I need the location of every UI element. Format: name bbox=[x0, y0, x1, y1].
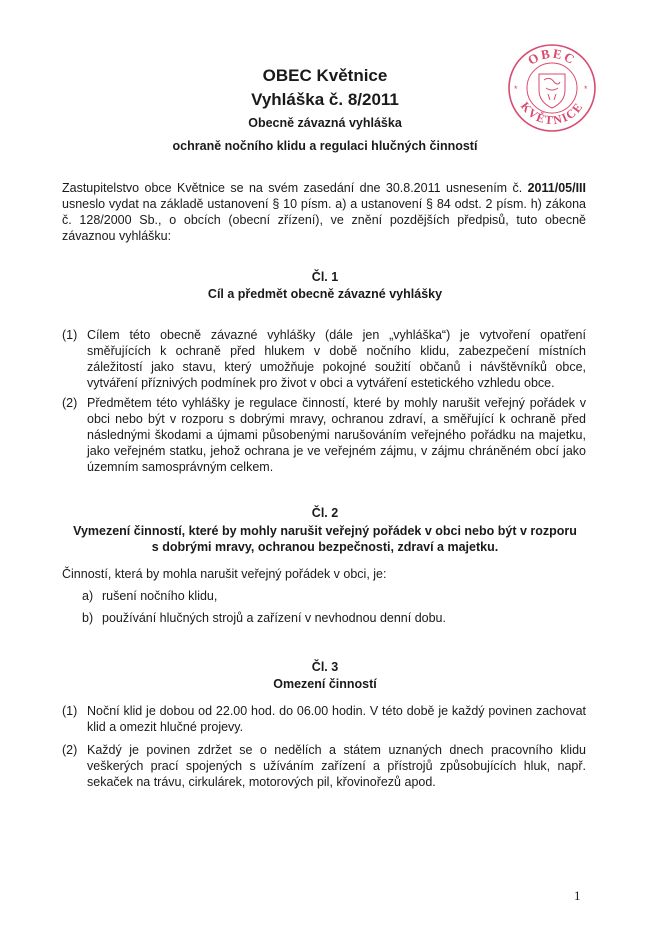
article-1-paragraph-2 bbox=[62, 395, 586, 475]
article-2-title-line-1: Vymezení činností, které by mohly narušit veřejný pořádek v obci nebo být v rozporu bbox=[73, 524, 577, 538]
article-3-paragraph-1 bbox=[62, 703, 586, 735]
article-3-title: Omezení činností bbox=[273, 677, 377, 691]
paragraph-text: Cílem této obecně závazné vyhlášky (dále jen „vyhláška“) je vytvoření opatření směřujících k ochraně před hlukem v době nočního klidu, zabezpečení místních záležitostí jako stavu, který umožňuje pokojné soužití občanů i návštěvníků obce, vytváření příznivých podmínek pro život v obci a vytváření estetického vzhledu obce. bbox=[87, 328, 586, 390]
paragraph-text: Každý je povinen zdržet se o nedělích a státem uznaných dnech pracovního klidu veškerých prací spojených s užíváním zařízení a přístrojů způsobujících hluk, např. sekaček na trávu, cirkulárek, motorových pil, křovinořezů apod. bbox=[87, 743, 586, 789]
intro-paragraph: Zastupitelstvo obce Květnice se na svém zasedání dne 30.8.2011 usnesením č. 2011/05/III usneslo vydat na základě ustanovení § 10 písm. a) a ustanovení § 84 odst. 2 písm. h) zákona č. 128/2000 Sb., o obcích (obecní zřízení), ve znění pozdějších předpisů, tuto obecně závaznou vyhlášku: bbox=[62, 181, 586, 243]
decree-subject: ochraně nočního klidu a regulaci hlučných činností bbox=[172, 139, 478, 153]
page-number: 1 bbox=[574, 888, 581, 903]
resolution-number: 2011/05/III bbox=[527, 181, 586, 195]
article-2-number: Čl. 2 bbox=[311, 506, 339, 520]
decree-title: Vyhláška č. 8/2011 bbox=[251, 90, 399, 109]
article-1-number: Čl. 1 bbox=[311, 270, 339, 284]
article-2-lead: Činností, která by mohla narušit veřejný pořádek v obci, je: bbox=[62, 567, 387, 581]
article-2-title-line-2: s dobrými mravy, ochranou bezpečnosti, zdraví a majetku. bbox=[151, 540, 499, 554]
article-2-item-a: a) rušení nočního klidu, bbox=[82, 589, 218, 603]
article-1-title: Cíl a předmět obecně závazné vyhlášky bbox=[207, 287, 443, 301]
paragraph-number: (1) bbox=[62, 328, 78, 342]
paragraph-number: (1) bbox=[62, 704, 78, 718]
article-1-paragraph-1 bbox=[62, 327, 586, 391]
paragraph-number: (2) bbox=[62, 743, 78, 757]
stamp-top-text: OBEC bbox=[525, 45, 579, 68]
paragraph-text: Předmětem této vyhlášky je regulace činností, které by mohly narušit veřejný pořádek v obci nebo být v rozporu s dobrými mravy, ochranou zdraví, a směřující k ochraně před následnými škodami a újmami působenými narušováním veřejného pořádku na majetku, jako veřejném statku, jehož ochrana je ve veřejném zájmu, v zájmu chráněném obcí jako územním samosprávným celkem. bbox=[87, 396, 586, 474]
svg-text:*: * bbox=[514, 84, 518, 94]
paragraph-number: (2) bbox=[62, 396, 78, 410]
stamp-bottom-text: KVĚTNICE bbox=[517, 99, 587, 128]
paragraph-text: Noční klid je dobou od 22.00 hod. do 06.00 hodin. V této době je každý povinen zachovat klid a omezit hlučné projevy. bbox=[87, 704, 586, 734]
article-2-item-b: b) používání hlučných strojů a zařízení v nevhodnou denní dobu. bbox=[82, 611, 446, 625]
decree-subtitle: Obecně závazná vyhláška bbox=[248, 116, 402, 130]
town-title: OBEC Květnice bbox=[262, 66, 388, 85]
article-3-paragraph-2 bbox=[62, 742, 586, 790]
article-3-number: Čl. 3 bbox=[311, 660, 339, 674]
svg-text:*: * bbox=[584, 84, 588, 94]
